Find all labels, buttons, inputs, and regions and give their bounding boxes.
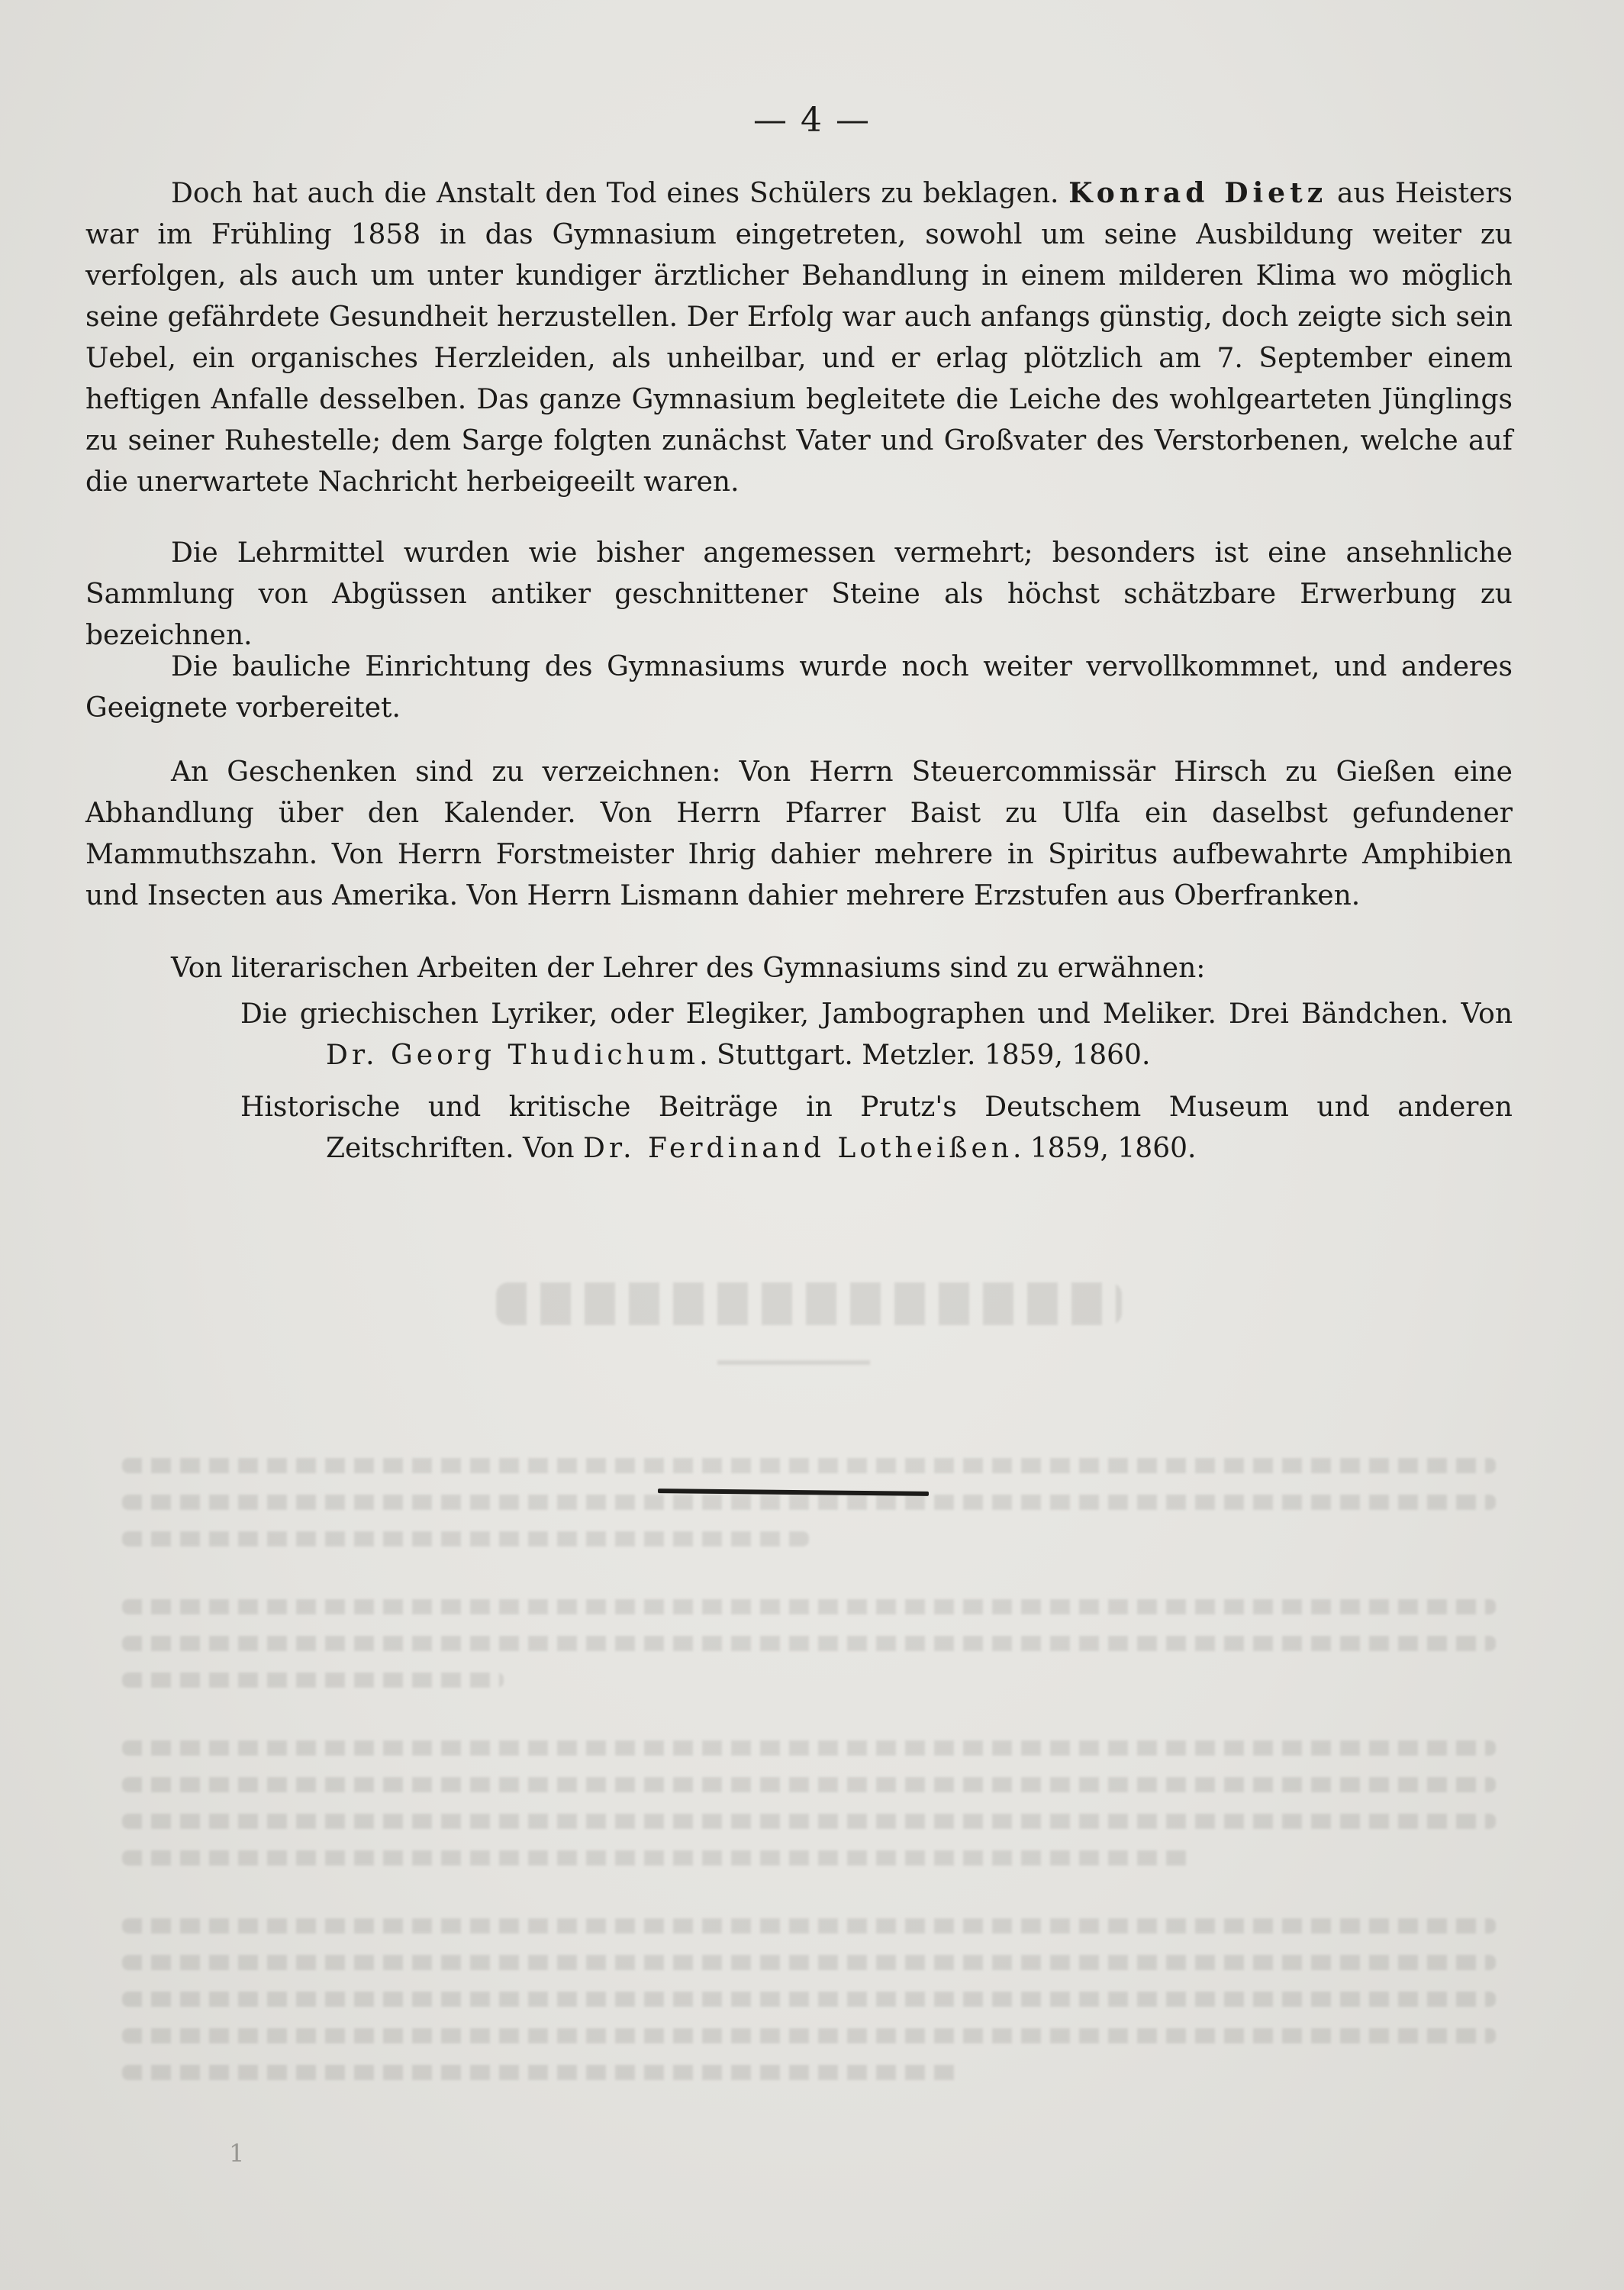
publication-author: Dr. Ferdinand Lotheißen xyxy=(583,1133,1013,1164)
bleed-line xyxy=(122,1992,1496,2007)
publication-item xyxy=(85,994,1513,1076)
bleed-line xyxy=(122,1740,1496,1756)
paragraph-text: An Geschenken sind zu verzeichnen: Von Herrn Steuercommissär Hirsch zu Gießen eine Abhandlung über den Kalender. Von Herrn Pfarrer Baist zu Ulfa ein daselbst gefundener Mammuthszahn. Von Herrn Forstmeister Ihrig dahier mehrere in Spiritus aufbewahrte Amphibien und Insecten aus Amerika. Von Herrn Lismann dahier mehrere Erzstufen aus Oberfranken. xyxy=(85,756,1513,911)
publication-author: Dr. Georg Thudichum xyxy=(326,1040,700,1071)
student-name: Konrad Dietz xyxy=(1068,177,1328,209)
bleed-line xyxy=(122,2028,1496,2043)
publication-title: Historische und kritische Beiträge in Prutz's Deutschem Museum und anderen Zeitschriften. Von xyxy=(240,1092,1513,1164)
paragraph-building xyxy=(85,647,1513,729)
paragraph-text: Die Lehrmittel wurden wie bisher angemessen vermehrt; besonders ist eine ansehnliche Sammlung von Abgüssen antiker geschnittener Steine als höchst schätzbare Erwerbung zu bezeichnen. xyxy=(85,537,1513,651)
publication-details: . Stuttgart. Metzler. 1859, 1860. xyxy=(699,1040,1151,1071)
page-number: — 4 — xyxy=(753,101,871,140)
paragraph-teaching-materials xyxy=(85,533,1513,656)
bleed-line xyxy=(122,1777,1496,1792)
publication-title: Die griechischen Lyriker, oder Elegiker, Jambographen und Meliker. Drei Bändchen. Von xyxy=(240,998,1513,1030)
bleed-heading xyxy=(496,1282,1122,1325)
paragraph-gifts xyxy=(85,752,1513,917)
bleed-line xyxy=(122,1814,1496,1829)
publications-section xyxy=(85,948,1513,1180)
paragraph-text xyxy=(85,173,1513,503)
paragraph-text-part: aus Heisters war im Frühling 1858 in das Gymnasium eingetreten, sowohl um seine Ausbildung weiter zu verfolgen, als auch um unter kundiger ärztlicher Behandlung in einem milderen Klima wo möglich seine gefährdete Gesundheit herzustellen. Der Erfolg war auch anfangs günstig, doch zeigte sich sein Uebel, ein organisches Herzleiden, als unheilbar, und er erlag plötzlich am 7. September einem heftigen Anfalle desselben. Das ganze Gymnasium begleitete die Leiche des wohlgearteten Jünglings zu seiner Ruhestelle; dem Sarge folgten zunächst Vater und Großvater des Verstorbenen, welche auf die unerwartete Nachricht herbeigeeilt waren. xyxy=(85,178,1513,498)
bleed-rule xyxy=(717,1360,870,1365)
bleed-line xyxy=(122,1672,504,1688)
bleed-line xyxy=(122,1955,1496,1970)
paragraph-text-part: Doch hat auch die Anstalt den Tod eines Schülers zu beklagen. xyxy=(171,178,1069,209)
bleed-through-text xyxy=(0,1252,1624,2290)
paragraph-text: Die bauliche Einrichtung des Gymnasiums wurde noch weiter vervollkommnet, und anderes Geeignete vorbereitet. xyxy=(85,651,1513,724)
paragraph-student-death xyxy=(85,173,1513,503)
bleed-line xyxy=(122,1599,1496,1614)
bleed-line xyxy=(122,1458,1496,1473)
bleed-line xyxy=(122,1636,1496,1651)
bleed-line xyxy=(122,1531,809,1547)
bleed-line xyxy=(122,1918,1496,1934)
footer-mark: 1 xyxy=(229,2139,245,2168)
bleed-line xyxy=(122,1850,1191,1866)
publication-item xyxy=(85,1087,1513,1169)
bleed-line xyxy=(122,2065,962,2080)
publications-intro: Von literarischen Arbeiten der Lehrer des Gymnasiums sind zu erwähnen: xyxy=(171,953,1206,984)
publication-details: . 1859, 1860. xyxy=(1013,1133,1197,1164)
bleed-line xyxy=(122,1495,1496,1510)
